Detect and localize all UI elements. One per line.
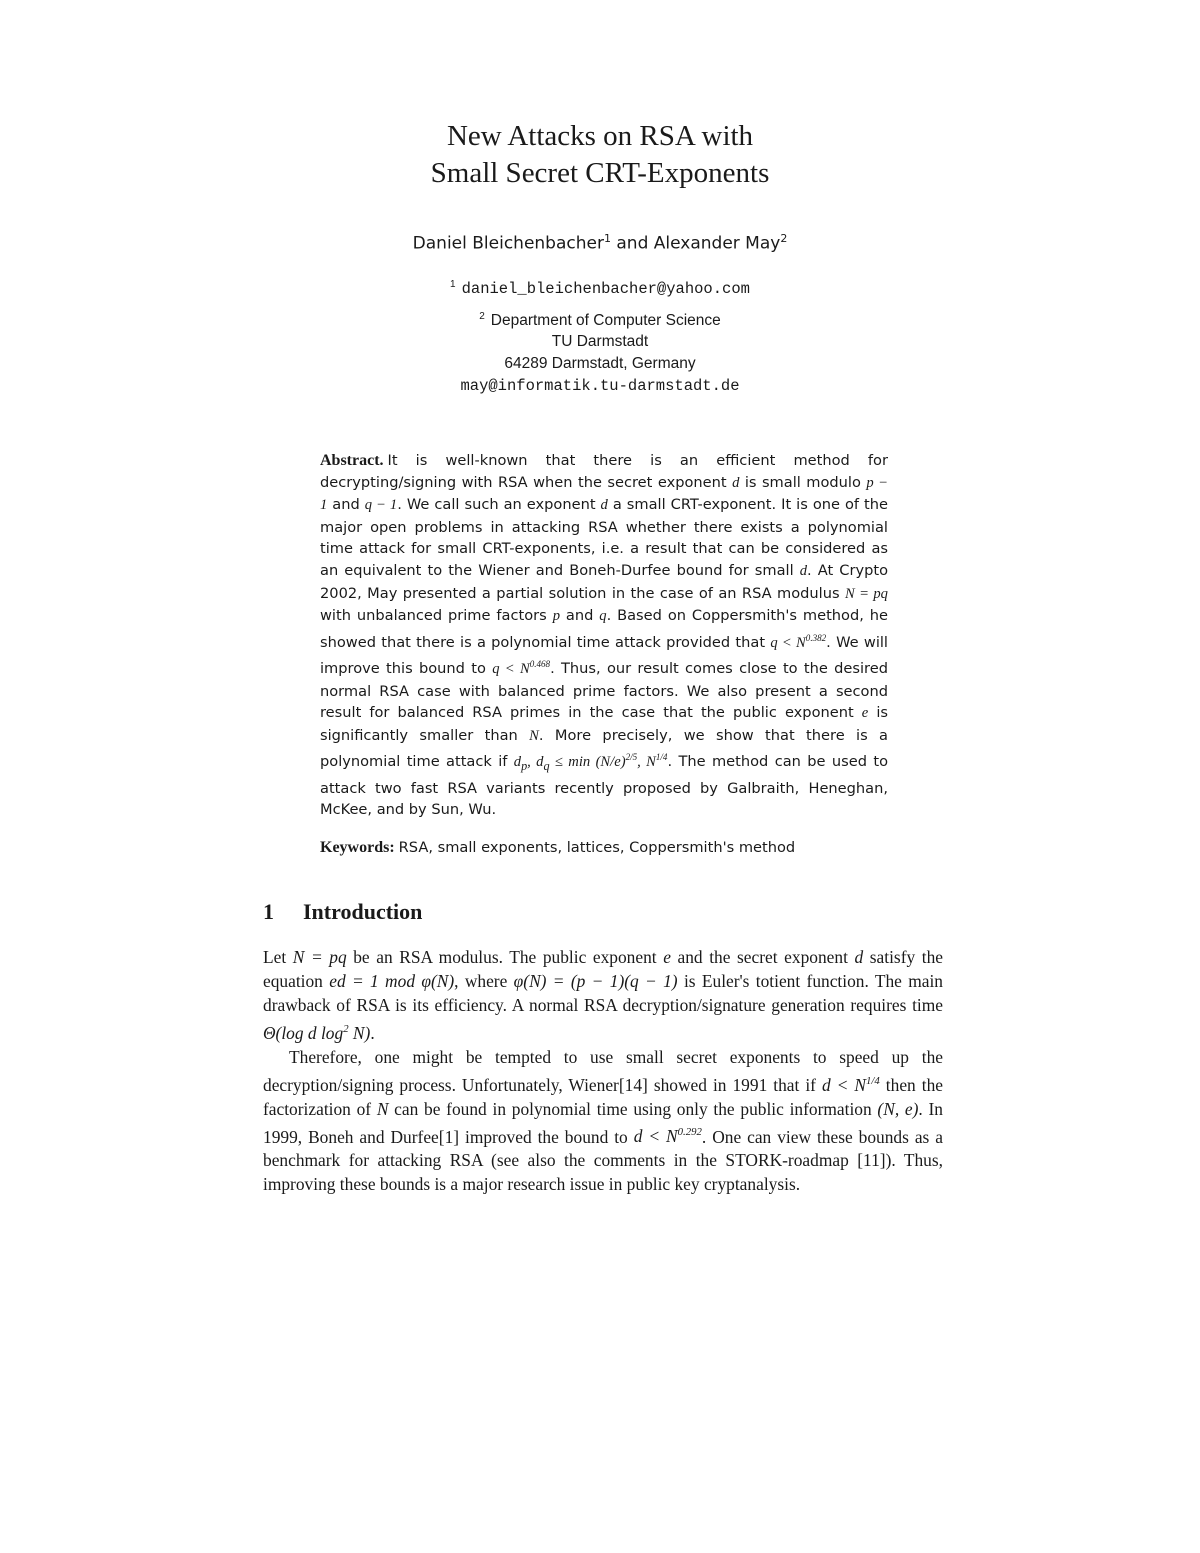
math-exponent: 0.468 — [529, 659, 551, 670]
body-text: satisfy the equation — [263, 947, 944, 991]
intro-body — [263, 945, 943, 1196]
math-exponent: 2/5 — [625, 752, 638, 763]
section-number: 1 — [263, 899, 274, 924]
math-theta — [263, 1023, 370, 1043]
math-n-term: , N — [637, 754, 656, 771]
abstract-text: It is well-known that there is an efficient method for decrypting/signing with RSA when the secret exponent — [320, 452, 888, 491]
abstract-text: . Based on Coppersmith's method, he showed that there is a polynomial time attack provided that — [320, 607, 889, 651]
keywords — [320, 839, 920, 857]
math-d: d — [799, 562, 808, 579]
abstract-text: . More precisely, we show that there is a polynomial time attack if — [320, 726, 888, 771]
abstract-text: with unbalanced prime factors — [320, 607, 553, 625]
body-text: . — [370, 1022, 375, 1043]
body-text: , where — [454, 971, 514, 991]
affiliation-2-mark: 2 — [479, 311, 485, 322]
math-e: e — [663, 947, 671, 967]
abstract-text: is small modulo — [739, 473, 867, 491]
affiliation-2-email: may@informatik.tu-darmstadt.de — [460, 377, 740, 395]
math-exponent: 0.382 — [805, 632, 827, 643]
math-base: d < N — [633, 1126, 678, 1147]
keywords-label: Keywords: — [320, 839, 395, 856]
math-p-minus-1: p − 1 — [320, 474, 888, 514]
math-subscript: q — [543, 759, 550, 774]
math-subscript: p — [521, 759, 528, 774]
affiliation-2-city: 64289 Darmstadt, Germany — [504, 355, 696, 372]
math-d: d — [854, 947, 864, 967]
author-1-mark: 1 — [603, 232, 611, 245]
author-1: Daniel Bleichenbacher — [412, 233, 604, 254]
math-q-bound-old — [770, 632, 827, 651]
body-text: . In 1999, Boneh and Durfee[1] improved the bound to — [263, 1098, 943, 1147]
math-exponent: 0.292 — [677, 1126, 702, 1139]
abstract-text: . The method can be used to attack two fast RSA variants recently proposed by Galbraith, Heneghan, McKee, and by Sun, Wu. — [320, 753, 888, 819]
author-conjunction: and — [610, 233, 654, 254]
math-q-minus-1: q − 1 — [364, 497, 398, 514]
math-base: q < N — [770, 634, 806, 651]
body-text: be an RSA modulus. The public exponent — [346, 947, 664, 967]
body-text: can be found in polynomial time using only the public information — [388, 1098, 878, 1119]
title-line-2: Small Secret CRT-Exponents — [430, 157, 770, 189]
affiliation-1-email: daniel_bleichenbacher@yahoo.com — [461, 280, 750, 299]
author-list — [300, 232, 900, 254]
intro-paragraph-2 — [263, 1045, 943, 1197]
math-public-info: (N, e) — [877, 1098, 919, 1119]
abstract-text: . At Crypto 2002, May presented a partial solution in the case of an RSA modulus — [320, 561, 889, 602]
math-base: d — [513, 754, 522, 771]
math-wiener-bound — [822, 1075, 880, 1095]
abstract-text: . We will improve this bound to — [320, 633, 888, 678]
abstract-text: is significantly smaller than — [320, 704, 888, 744]
math-separator: , d — [527, 754, 544, 771]
affiliation-1-mark: 1 — [450, 279, 456, 290]
math-d: d — [732, 474, 740, 491]
math-exponent: 1/4 — [866, 1074, 880, 1087]
affiliation-2-dept: Department of Computer Science — [490, 312, 721, 330]
math-n-eq-pq: N = pq — [292, 947, 347, 967]
math-boneh-durfee-bound — [634, 1126, 702, 1146]
math-q-bound-new — [492, 661, 550, 677]
affiliation-2-uni: TU Darmstadt — [551, 333, 649, 350]
math-n: N — [376, 1098, 389, 1119]
math-base: d < N — [821, 1074, 867, 1095]
body-text: is Euler's totient function. The main drawback of RSA is its efficiency. A normal RSA decryption/signature generation requires time — [263, 971, 943, 1015]
section-heading — [263, 899, 422, 925]
math-exponent: 1/4 — [655, 752, 668, 763]
math-base: q < N — [492, 661, 530, 678]
title-line-1: New Attacks on RSA with — [446, 120, 754, 152]
body-text: Let — [263, 947, 293, 967]
math-p: p — [552, 608, 560, 625]
body-text: then the factorization of — [263, 1074, 943, 1119]
body-text: and the secret exponent — [670, 947, 855, 967]
intro-paragraph-1 — [263, 945, 943, 1045]
math-d: d — [600, 497, 608, 514]
affiliation-2-dept-line — [300, 311, 900, 330]
abstract-text: a small CRT-exponent. It is one of the major open problems in attacking RSA whether there exists a polynomial time attack for small CRT-exponents, i.e. a result that can be considered as an equivalent to the Wiener and Boneh-Durfee bound for small — [320, 496, 888, 579]
math-base: Θ(log d log — [263, 1022, 344, 1043]
math-rsa-equation: ed = 1 mod φ(N) — [329, 971, 455, 991]
abstract-text: and — [327, 496, 365, 514]
math-q: q — [599, 608, 607, 625]
abstract — [320, 450, 888, 821]
body-text: . One can view these bounds as a benchmark for attacking RSA (see also the comments in the STORK-roadmap [11]). Thus, improving these bounds is a major research issue in public key cryptanalysis. — [263, 1126, 943, 1195]
author-2: Alexander May — [653, 233, 781, 254]
abstract-text: . We call such an exponent — [397, 496, 601, 514]
author-2-mark: 2 — [780, 232, 788, 245]
paper-title — [300, 118, 900, 192]
section-title: Introduction — [303, 899, 423, 924]
abstract-text: . Thus, our result comes close to the desired normal RSA case with balanced prime factors. We also present a second result for balanced RSA primes in the case that the public exponent — [320, 660, 888, 722]
math-min: ≤ min (N/e) — [549, 754, 626, 771]
math-exponent: 2 — [343, 1023, 349, 1035]
keywords-text: RSA, small exponents, lattices, Coppersmith's method — [398, 839, 796, 856]
abstract-label: Abstract. — [320, 452, 384, 469]
math-euler-phi: φ(N) = (p − 1)(q − 1) — [513, 971, 678, 991]
math-n: N — [529, 727, 539, 744]
body-text: Therefore, one might be tempted to use small secret exponents to speed up the decryption/signing process. Unfortunately, Wiener[14] showed in 1991 that if — [263, 1046, 943, 1095]
math-e: e — [861, 705, 869, 722]
abstract-text: and — [559, 607, 600, 625]
math-condition — [513, 752, 668, 774]
affiliation-1 — [300, 279, 900, 298]
math-n-eq-pq: N = pq — [844, 585, 888, 602]
math-base: N) — [348, 1022, 371, 1043]
